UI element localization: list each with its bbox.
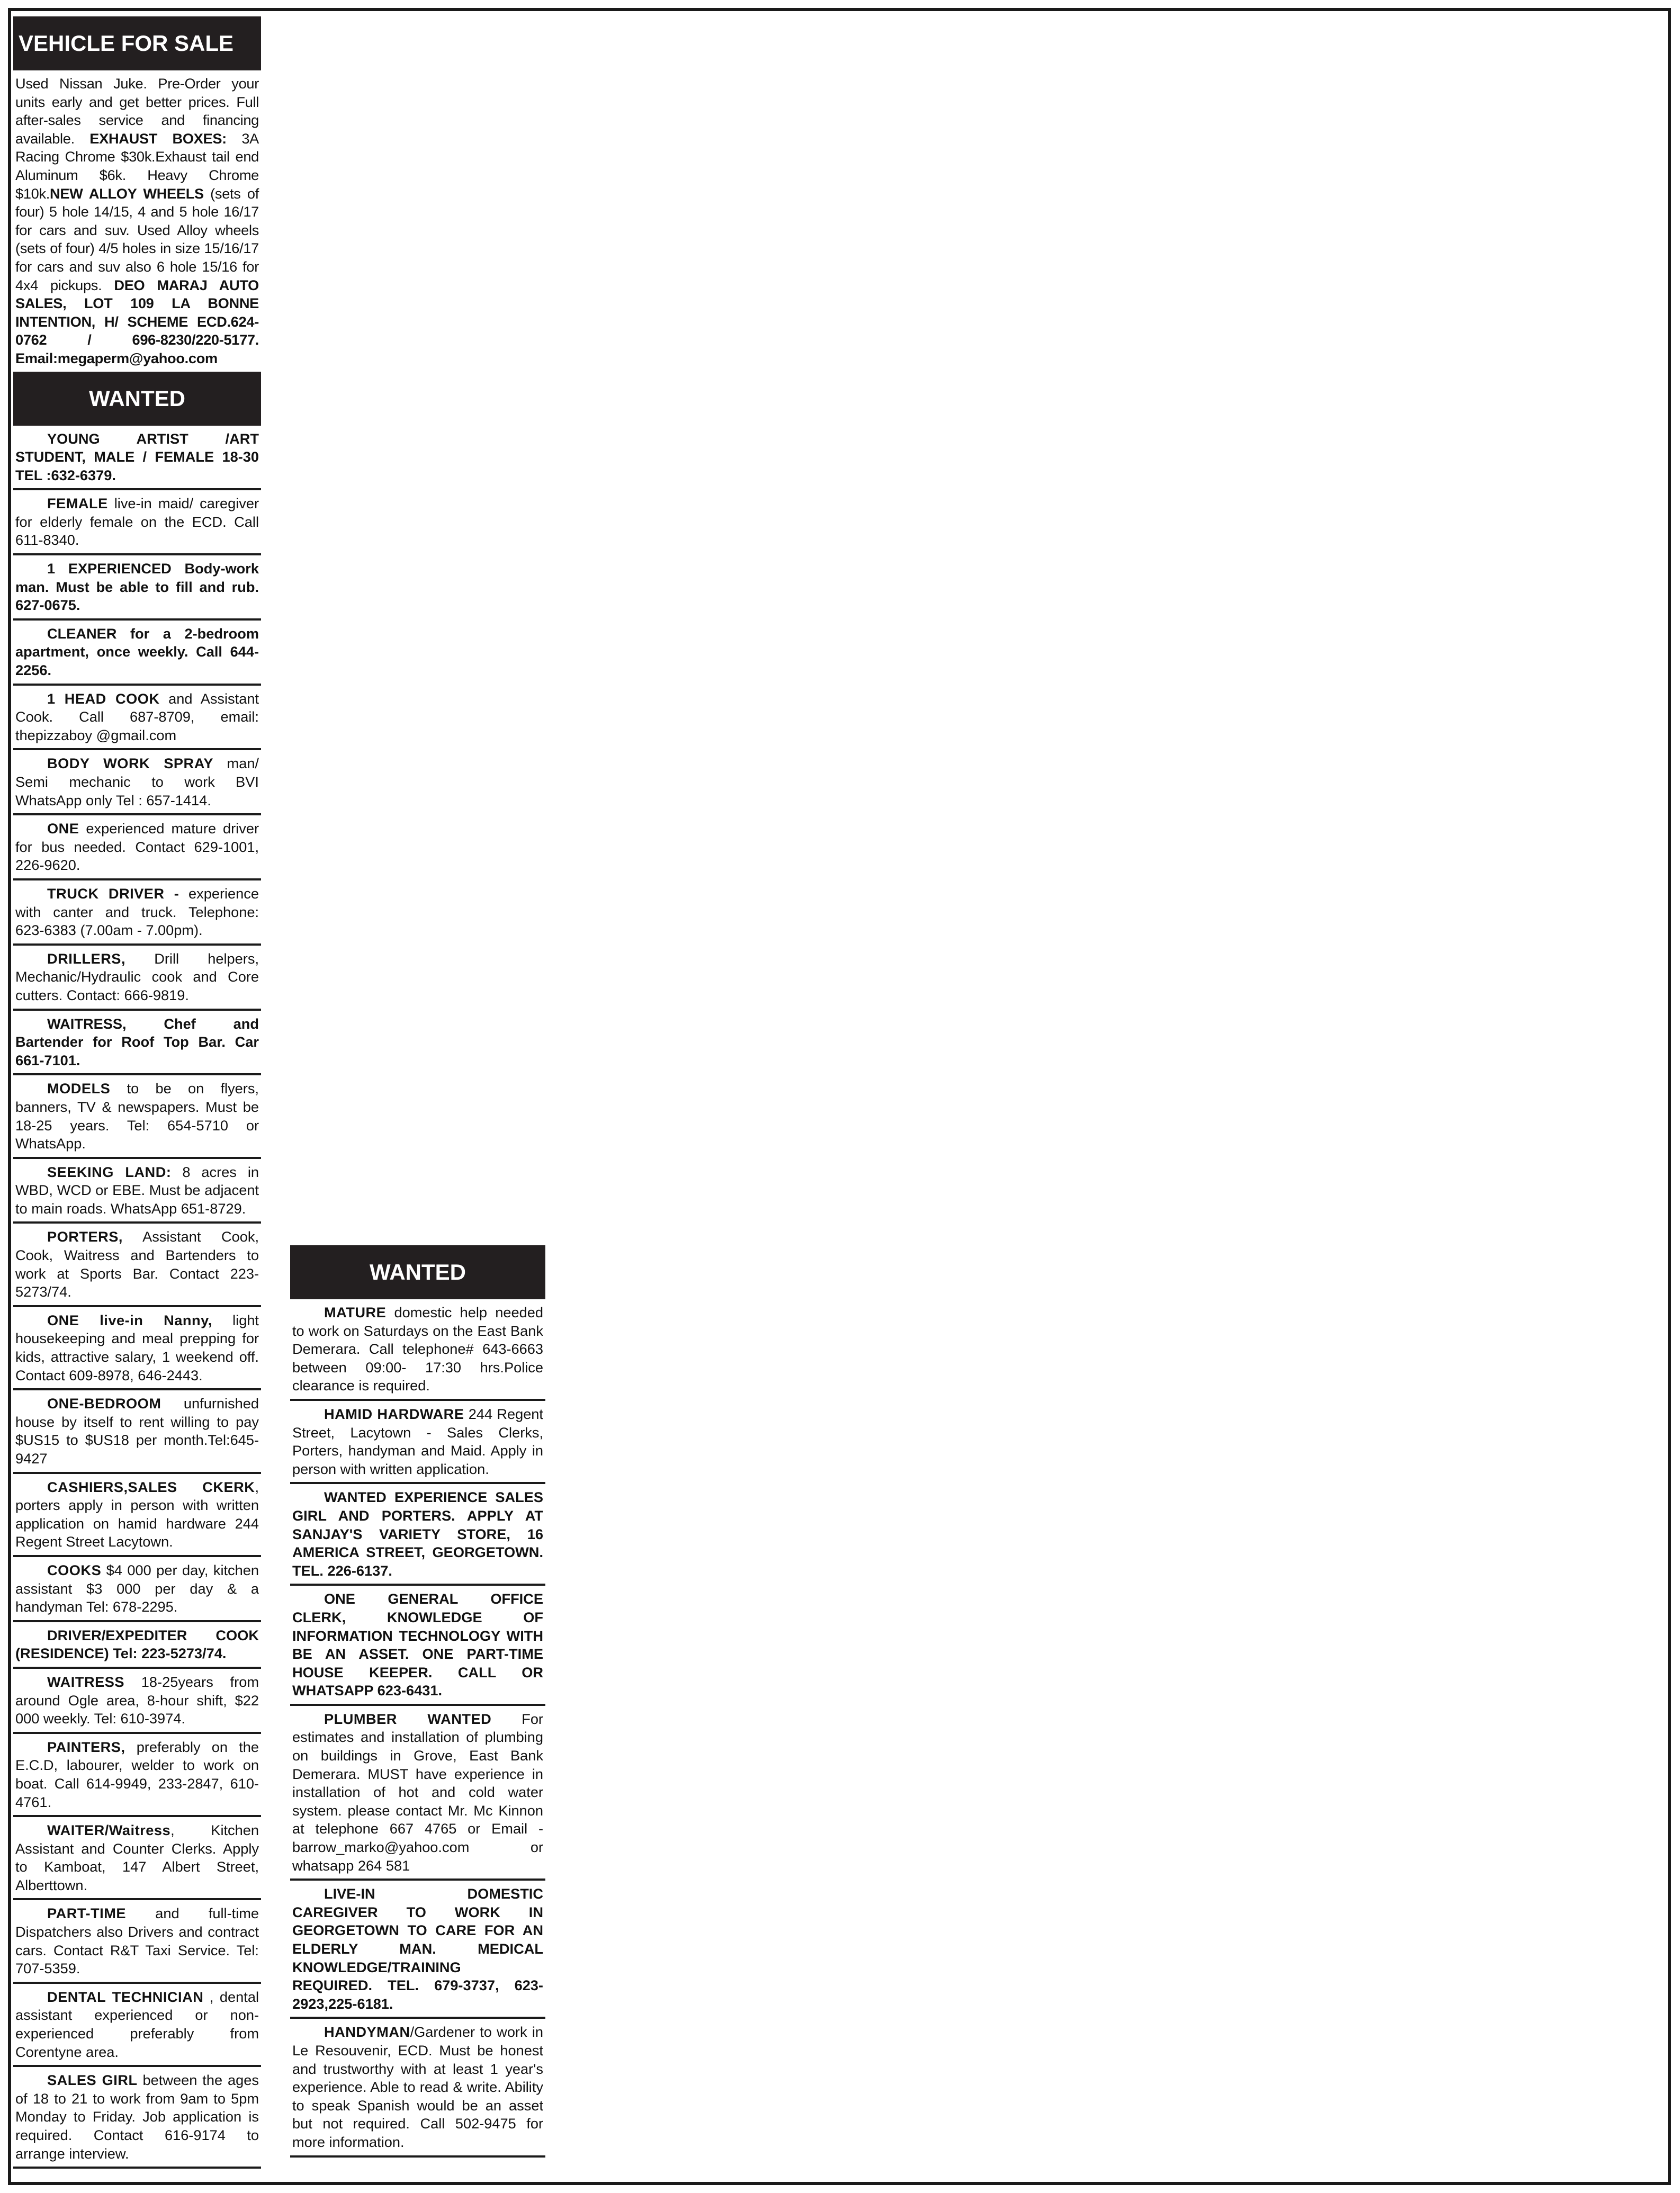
vehicle-ad-text-3: (sets of four) 5 hole 14/15, 4 and 5 hole 16/17 for cars and suv. Used Alloy wheels (sets of four) 4/5 holes in size 15/16/17 for cars and suv also 6 hole 15/16 for 4x4 pickups. (15, 185, 259, 293)
classified-ad (13, 686, 261, 751)
classified-ad (290, 1299, 545, 1401)
ad-lead: PORTERS, (47, 1228, 123, 1245)
vehicle-ad-text-1: Used Nissan Juke. Pre-Order your units early and get better prices. Full after-sales service and financing available. (15, 75, 259, 147)
ad-lead: 1 HEAD COOK (47, 690, 160, 707)
ad-lead: WAITRESS (47, 1673, 124, 1690)
classified-ad (13, 426, 261, 491)
classified-ad (13, 815, 261, 880)
classified-ad (290, 1484, 545, 1586)
ad-text: and full-time Dispatchers also Drivers and contract cars. Contact R&T Taxi Service. Tel: 707-5359. (15, 1905, 259, 1977)
ad-lead: PLUMBER WANTED (324, 1710, 492, 1727)
classified-ad (290, 2019, 545, 2157)
classified-ad (13, 1900, 261, 1983)
wanted-header-column-2: WANTED (290, 1245, 545, 1299)
ad-text: man/ Semi mechanic to work BVI WhatsApp only Tel : 657-1414. (15, 755, 259, 808)
vehicle-ad-dealer-contact: DEO MARAJ AUTO SALES, LOT 109 LA BONNE INTENTION, H/ SCHEME ECD.624-0762 / 696-8230/220-5177. Email:megaperm@yahoo.com (15, 276, 259, 366)
ad-text: 1 EXPERIENCED Body-work man. Must be able to fill and rub. 627-0675. (15, 560, 259, 614)
ad-text: YOUNG ARTIST /ART STUDENT, MALE / FEMALE 18-30 TEL :632-6379. (15, 430, 259, 483)
classified-ad (290, 1881, 545, 2019)
ad-text: 244 Regent Street, Lacytown - Sales Clerks, Porters, handyman and Maid. Apply in person with written application. (292, 1405, 543, 1477)
ad-lead: DRILLERS, (47, 950, 125, 967)
ad-text: CLEANER for a 2-bedroom apartment, once weekly. Call 644-2256. (15, 625, 259, 679)
ad-lead: HANDYMAN (324, 2024, 410, 2041)
classified-ad (13, 1011, 261, 1076)
classified-ad (13, 1224, 261, 1307)
ad-text: ONE GENERAL OFFICE CLERK, KNOWLEDGE OF INFORMATION TECHNOLOGY WITH BE AN ASSET. ONE PART-TIME HOUSE KEEPER. CALL OR WHATSAPP 623-6431. (292, 1590, 543, 1699)
wanted-ads-list-column-2 (290, 1299, 545, 2158)
ad-text: , porters apply in person with written application on hamid hardware 244 Regent Street Lacytown. (15, 1478, 259, 1550)
ad-text: For estimates and installation of plumbing on buildings in Grove, East Bank Demerara. MUST have experience in installation of hot and cold water system. please contact Mr. Mc Kinnon at telephone 667 4765 or Email - barrow_marko@yahoo.com or whatsapp 264 581 (292, 1710, 543, 1874)
ad-lead: MODELS (47, 1080, 111, 1097)
classified-ad (13, 880, 261, 946)
ad-lead: ONE (47, 820, 79, 837)
classified-ad (13, 2067, 261, 2169)
classified-ad (13, 490, 261, 555)
classified-ad (13, 1390, 261, 1473)
ad-text: experienced mature driver for bus needed. Contact 629-1001, 226-9620. (15, 820, 259, 874)
ad-text: DRIVER/EXPEDITER COOK (RESIDENCE) Tel: 223-5273/74. (15, 1626, 259, 1662)
vehicle-ad-text-2: 3A Racing Chrome $30k.Exhaust tail end Aluminum $6k. Heavy Chrome $10k. (15, 130, 259, 202)
classified-ad (13, 1669, 261, 1734)
classified-ad (13, 555, 261, 621)
classifieds-column-1 (13, 16, 261, 2169)
classified-ad (13, 1159, 261, 1224)
ad-text: and Assistant Cook. Call 687-8709, email: thepizzaboy @gmail.com (15, 690, 259, 743)
ad-lead: HAMID HARDWARE (324, 1405, 464, 1422)
classified-ad (13, 1817, 261, 1900)
classifieds-column-2 (290, 1245, 545, 2158)
ad-text: Assistant Cook, Cook, Waitress and Bartenders to work at Sports Bar. Contact 223-5273/74. (15, 1228, 259, 1300)
ad-text: domestic help needed to work on Saturdays on the East Bank Demerara. Call telephone# 643-6663 between 09:00- 17:30 hrs.Police clearance is required. (292, 1304, 543, 1394)
ad-lead: ONE live-in Nanny, (47, 1311, 212, 1328)
classified-ad (13, 1307, 261, 1390)
ad-lead: WAITER/Waitress (47, 1822, 171, 1839)
ad-text: preferably on the E.C.D, labourer, welder to work on boat. Call 614-9949, 233-2847, 610-4761. (15, 1738, 259, 1810)
ad-text: unfurnished house by itself to rent willing to pay $US15 to $US18 per month.Tel:645-9427 (15, 1395, 259, 1467)
ad-text: experience with canter and truck. Telephone: 623-6383 (7.00am - 7.00pm). (15, 885, 259, 939)
ad-text: 18-25years from around Ogle area, 8-hour shift, $22 000 weekly. Tel: 610-3974. (15, 1673, 259, 1727)
wanted-ads-list-column-1 (13, 426, 261, 2169)
ad-text: between the ages of 18 to 21 to work from 9am to 5pm Monday to Friday. Job application is required. Contact 616-9174 to arrange interview. (15, 2072, 259, 2162)
ad-text: /Gardener to work in Le Resouvenir, ECD. Must be honest and trustworthy with at least 1 year's experience. Able to read & write. Ability to speak Spanish would be an asset but not required. Call 502-9475 for more information. (292, 2024, 543, 2150)
wanted-header-column-1: WANTED (13, 372, 261, 426)
classified-ad (290, 1706, 545, 1881)
ad-lead: ONE-BEDROOM (47, 1395, 161, 1412)
classified-ad (290, 1586, 545, 1706)
ad-text: Drill helpers, Mechanic/Hydraulic cook and Core cutters. Contact: 666-9819. (15, 950, 259, 1003)
ad-lead: MATURE (324, 1304, 387, 1320)
ad-lead: TRUCK DRIVER - (47, 885, 179, 902)
classified-ad (13, 1734, 261, 1817)
ad-lead: FEMALE (47, 495, 108, 512)
ad-lead: DENTAL TECHNICIAN (47, 1988, 204, 2005)
ad-lead: BODY WORK SPRAY (47, 755, 213, 772)
classified-ad (290, 1401, 545, 1484)
classified-ad (13, 1474, 261, 1557)
ad-lead: SALES GIRL (47, 2072, 138, 2089)
classified-ad (13, 1622, 261, 1669)
classified-ad (13, 750, 261, 815)
vehicle-ad-wheels-label: NEW ALLOY WHEELS (50, 185, 204, 202)
ad-text: , dental assistant experienced or non-experienced preferably from Corentyne area. (15, 1988, 259, 2060)
ad-lead: PART-TIME (47, 1905, 126, 1922)
ad-text: to be on flyers, banners, TV & newspapers. Must be 18-25 years. Tel: 654-5710 or WhatsApp. (15, 1080, 259, 1152)
ad-lead: COOKS (47, 1561, 102, 1578)
ad-lead: PAINTERS, (47, 1738, 125, 1755)
vehicle-ad (13, 70, 261, 372)
ad-text: $4 000 per day, kitchen assistant $3 000 per day & a handyman Tel: 678-2295. (15, 1561, 259, 1615)
classified-ad (13, 946, 261, 1011)
ad-text: live-in maid/ caregiver for elderly female on the ECD. Call 611-8340. (15, 495, 259, 549)
classified-ad (13, 1075, 261, 1158)
ad-lead: CASHIERS,SALES CKERK (47, 1478, 255, 1495)
classified-ad (13, 621, 261, 686)
vehicle-ad-exhaust-label: EXHAUST BOXES: (89, 130, 227, 147)
classified-ad (13, 1557, 261, 1622)
ad-text: LIVE-IN DOMESTIC CAREGIVER TO WORK IN GEORGETOWN TO CARE FOR AN ELDERLY MAN. MEDICAL KNOWLEDGE/TRAINING REQUIRED. TEL. 679-3737, 623-2923,225-6181. (292, 1885, 543, 2012)
ad-text: , Kitchen Assistant and Counter Clerks. Apply to Kamboat, 147 Albert Street, Alberttown. (15, 1822, 259, 1893)
ad-text: WANTED EXPERIENCE SALES GIRL AND PORTERS. APPLY AT SANJAY'S VARIETY STORE, 16 AMERICA STREET, GEORGETOWN. TEL. 226-6137. (292, 1489, 543, 1579)
vehicle-for-sale-header: VEHICLE FOR SALE (13, 16, 261, 70)
ad-lead: SEEKING LAND: (47, 1163, 172, 1180)
ad-text: 8 acres in WBD, WCD or EBE. Must be adjacent to main roads. WhatsApp 651-8729. (15, 1163, 259, 1217)
ad-text: light housekeeping and meal prepping for kids, attractive salary, 1 weekend off. Contact 609-8978, 646-2443. (15, 1311, 259, 1383)
classified-ad (13, 1984, 261, 2067)
ad-text: WAITRESS, Chef and Bartender for Roof Top Bar. Car 661-7101. (15, 1015, 259, 1068)
